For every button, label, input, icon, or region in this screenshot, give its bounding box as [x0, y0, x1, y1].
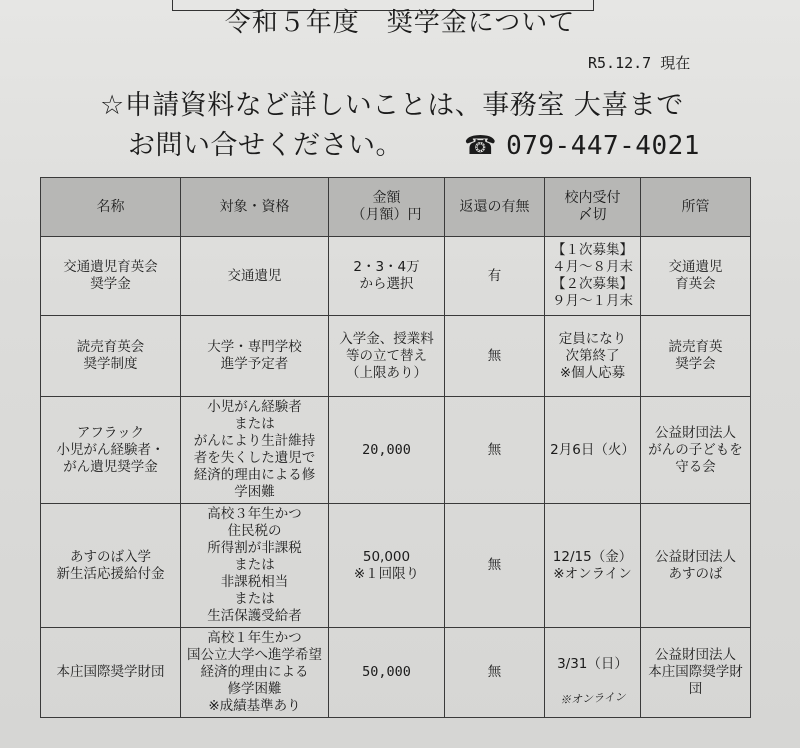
scholarship-table: [40, 177, 751, 718]
table-row: [41, 316, 751, 397]
table-row: [41, 397, 751, 504]
cell-amount: 50,000: [329, 628, 445, 718]
header-eligibility: 対象・資格: [181, 178, 329, 237]
header-repayment: 返還の有無: [445, 178, 545, 237]
cell-amount: 20,000: [329, 397, 445, 504]
header-amount: 金額 （月額）円: [329, 178, 445, 237]
telephone-icon: ☎: [464, 131, 497, 161]
cell-organization: 公益財団法人 あすのば: [641, 504, 751, 628]
cell-repayment: 有: [445, 237, 545, 316]
cell-name: 読売育英会 奨学制度: [41, 316, 181, 397]
cell-amount: 50,000 ※１回限り: [329, 504, 445, 628]
cell-eligibility: 高校１年生かつ 国公立大学へ進学希望 経済的理由による 修学困難 ※成績基準あり: [181, 628, 329, 718]
cell-name: アフラック 小児がん経験者・ がん遺児奨学金: [41, 397, 181, 504]
cell-eligibility: 大学・専門学校 進学予定者: [181, 316, 329, 397]
table-header-row: [41, 178, 751, 237]
cell-repayment: 無: [445, 316, 545, 397]
page-title: 令和５年度 奨学金について: [224, 8, 576, 38]
header-name: 名称: [41, 178, 181, 237]
cell-eligibility: 小児がん経験者 または がんにより生計維持 者を失くした遺児で 経済的理由による修 学困難: [181, 397, 329, 504]
cell-deadline: 定員になり 次第終了 ※個人応募: [545, 316, 641, 397]
cell-repayment: 無: [445, 397, 545, 504]
table-row: [41, 237, 751, 316]
cell-organization: 公益財団法人 がんの子どもを 守る会: [641, 397, 751, 504]
notice-line-2: [100, 126, 700, 166]
cell-deadline: 2月6日（火）: [545, 397, 641, 504]
handwritten-online-note: ※オンライン: [559, 689, 626, 707]
header-deadline: 校内受付 〆切: [545, 178, 641, 237]
header-organization: 所管: [641, 178, 751, 237]
notice-line-2-text: お問い合せください。: [128, 130, 403, 161]
cell-amount: 2・3・4万 から選択: [329, 237, 445, 316]
cell-name: あすのば入学 新生活応援給付金: [41, 504, 181, 628]
cell-organization: 読売育英 奨学会: [641, 316, 751, 397]
contact-notice: [100, 86, 700, 166]
telephone-number: 079-447-4021: [506, 131, 700, 161]
cell-deadline: [545, 628, 641, 718]
as-of-date: R5.12.7 現在: [588, 54, 691, 72]
table-row: [41, 504, 751, 628]
cell-deadline: 12/15（金） ※オンライン: [545, 504, 641, 628]
deadline-date: 3/31（日）: [557, 655, 628, 672]
cell-repayment: 無: [445, 628, 545, 718]
cell-name: 本庄国際奨学財団: [41, 628, 181, 718]
notice-line-1: ☆申請資料など詳しいことは、事務室 大喜まで: [100, 90, 684, 121]
cell-organization: 公益財団法人 本庄国際奨学財 団: [641, 628, 751, 718]
cell-repayment: 無: [445, 504, 545, 628]
cell-eligibility: 高校３年生かつ 住民税の 所得割が非課税 または 非課税相当 または 生活保護受給者: [181, 504, 329, 628]
cell-amount: 入学金、授業料 等の立て替え （上限あり）: [329, 316, 445, 397]
cell-organization: 交通遺児 育英会: [641, 237, 751, 316]
cell-deadline: 【１次募集】 ４月～８月末 【２次募集】 ９月～１月末: [545, 237, 641, 316]
cell-eligibility: 交通遺児: [181, 237, 329, 316]
cell-name: 交通遺児育英会 奨学金: [41, 237, 181, 316]
table-row: [41, 628, 751, 718]
